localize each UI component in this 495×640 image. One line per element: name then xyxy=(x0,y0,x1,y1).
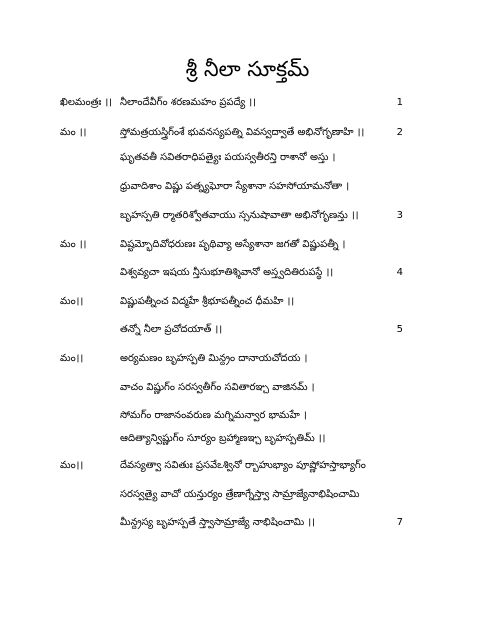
verse-text: విశ్వవ్యచా ఇషయ న్తీసుభూతిశ్శివానో అస్త్వదితిరుపస్థే ।। xyxy=(120,267,334,278)
text-line xyxy=(120,409,403,423)
verse-text: బృహస్పతి ర్మాతరిశ్వోతవాయు స్సనుషావాతా అభినోగృణన్తు ।। xyxy=(120,210,359,221)
verse-label: మం।। xyxy=(60,353,84,364)
text-line xyxy=(120,432,403,446)
verse-text: విష్ణుపత్నీంచ విద్మహే శ్రీభూపత్నీంచ ధీమహి ।। xyxy=(120,296,295,307)
verse-text: సరస్వత్యై వాచో యన్తుర్యం త్రేణాగ్నేస్త్వా సామ్రాజ్యేనాభిషించామి xyxy=(120,489,360,500)
text-line xyxy=(120,516,403,530)
verse-text: సోమగ్ం రాజానంవరుణ మగ్నిమన్వార భామహే । xyxy=(120,410,307,421)
verse-label: మం ।। xyxy=(60,127,87,138)
verse-text: వాచం విష్ణుగ్ం సరస్వతీగ్ం సవితారఞ్చ వాజినమ్ । xyxy=(120,382,315,393)
text-line xyxy=(120,266,403,280)
verse-number: 1 xyxy=(396,97,403,108)
verse-label: ఖిలమంత్రః ।। xyxy=(60,97,113,108)
verse-label: మం।। xyxy=(60,460,84,471)
verse-text: తన్నో నీలా ప్రచోదయాత్ ।। xyxy=(120,324,223,335)
verse-text: ఆదిత్యాన్విష్ణుగ్ం సూర్యం బ్రహ్మాణఞ్చ బృహస్పతిమ్ ।। xyxy=(120,433,326,444)
text-line xyxy=(60,96,403,110)
verse-text: ఘృతవతీ సవితరాధిపత్యైః పయస్వతీరన్తి రాశానో అస్తు । xyxy=(120,152,336,163)
verse-text: అర్యమణం బృహస్పతి మిన్ద్రం దానాయచోదయ । xyxy=(120,353,308,364)
verse-text: మీన్ద్రస్య బృహస్పతే స్త్వాసామ్రాజ్యే నాభిషించామి ।। xyxy=(120,517,315,528)
verse-text: నీలాందేవీగ్ం శరణమహం ప్రపద్యే ।। xyxy=(120,97,256,108)
verse-number: 7 xyxy=(396,517,403,528)
text-line xyxy=(120,209,403,223)
text-line xyxy=(60,295,403,309)
text-line xyxy=(120,381,403,395)
verse-number: 4 xyxy=(396,267,403,278)
verse-text: దేవస్యత్వా సవితుః ప్రసవేఽశ్వినో ర్బాహుభ్యాం పూష్ణోహస్తాభ్యాగ్ం xyxy=(120,460,366,471)
verse-text: ధ్రువాదిశాం విష్ణు పత్న్యఘోరా స్యేశానా సహసోయామనోతా । xyxy=(120,181,350,192)
verse-number: 3 xyxy=(396,210,403,221)
verse-text: స్తోమత్రయస్త్రిగ్ంశే భువనస్యపత్ని వివస్వద్వాతే అభినోగృణాహి ।। xyxy=(120,127,365,138)
text-line xyxy=(60,126,403,140)
text-line xyxy=(120,323,403,337)
text-line xyxy=(120,180,403,194)
text-line xyxy=(120,151,403,165)
text-line xyxy=(60,352,403,366)
verse-label: మం ।। xyxy=(60,239,87,250)
verse-number: 5 xyxy=(396,324,403,335)
verse-label: మం।। xyxy=(60,296,84,307)
page-title: శ్రీ నీలా సూక్తమ్ xyxy=(185,57,310,81)
text-line xyxy=(120,488,403,502)
verse-text: విష్టమ్భోదివోధరుణః పృథివ్యా అస్యేశానా జగతో విష్ణుపత్నీ । xyxy=(120,239,346,250)
verse-number: 2 xyxy=(396,127,403,138)
text-line xyxy=(60,238,403,252)
text-line xyxy=(60,459,403,473)
